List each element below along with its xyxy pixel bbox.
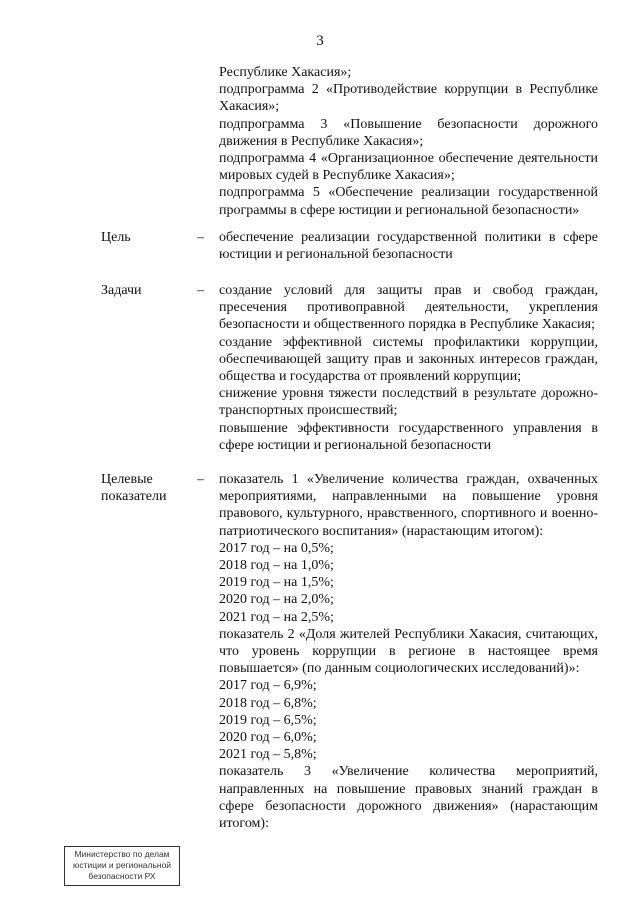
section-body [219, 471, 598, 832]
section-line: снижение уровня тяжести последствий в результате дорожно-транспортных происшествий; [219, 386, 598, 419]
section-line: создание условий для защиты прав и свобод граждан, пресечения противоправной деятельности, укрепления безопасности и общественного порядка в Республике Хакасия; [219, 283, 598, 333]
stamp-line: юстиции и региональной [72, 860, 172, 870]
intro-line: подпрограмма 5 «Обеспечение реализации государственной программы в сфере юстиции и региональной безопасности» [219, 185, 598, 218]
section-label: Задачи [101, 283, 142, 298]
section-dash: – [197, 283, 204, 298]
section-dash: – [197, 472, 204, 487]
section-line: 2019 год – на 1,5%; [219, 575, 334, 591]
intro-block [219, 64, 598, 219]
section-line: 2021 год – на 2,5%; [219, 609, 334, 625]
section-body [219, 282, 598, 454]
intro-line: подпрограмма 4 «Организационное обеспечение деятельности мировых судей в Республике Хакасия»; [219, 151, 598, 184]
section-label: Цель [101, 230, 131, 245]
stamp-line: Министерство по делам [74, 849, 170, 859]
page-number: 3 [316, 33, 324, 49]
section-line: 2020 год – 6,0%; [219, 730, 317, 746]
section-line: 2019 год – 6,5%; [219, 712, 317, 728]
section-line: создание эффективной системы профилактики коррупции, обеспечивающей защиту прав и законных интересов граждан, общества и государства от проявлений коррупции; [219, 334, 598, 385]
ministry-stamp [64, 846, 180, 886]
section-line: 2017 год – 6,9%; [219, 678, 317, 694]
section-line: 2021 год – 5,8%; [219, 747, 317, 763]
intro-line: подпрограмма 2 «Противодействие коррупции в Республике Хакасия»; [219, 82, 598, 115]
section-line: повышение эффективности государственного управления в сфере юстиции и региональной безопасности [219, 420, 598, 453]
section-label: Целевые показатели [101, 472, 167, 504]
section-line: показатель 2 «Доля жителей Республики Хакасия, считающих, что уровень коррупции в регионе в настоящее время повышается» (по данным социологических исследований)»: [219, 626, 598, 677]
stamp-line: безопасности РХ [88, 871, 156, 881]
section-body [219, 229, 598, 263]
intro-line: Республике Хакасия»; [219, 65, 352, 80]
section-line: 2017 год – на 0,5%; [219, 540, 334, 556]
section-line: обеспечение реализации государственной политики в сфере юстиции и региональной безопасности [219, 230, 598, 263]
section-line: 2018 год – 6,8%; [219, 695, 317, 711]
section-line: показатель 1 «Увеличение количества граждан, охваченных мероприятиями, направленными на повышение уровня правового, культурного, нравственного, спортивного и военно-патриотического воспитания» (нарастающим итогом): [219, 472, 598, 539]
section-line: показатель 3 «Увеличение количества мероприятий, направленных на повышение правовых знаний граждан в сфере безопасности дорожного движения» (нарастающим итогом): [219, 764, 598, 832]
section-line: 2020 год – на 2,0%; [219, 592, 334, 608]
section-dash: – [197, 230, 204, 245]
section-line: 2018 год – на 1,0%; [219, 558, 334, 574]
intro-line: подпрограмма 3 «Повышение безопасности дорожного движения в Республике Хакасия»; [219, 116, 598, 149]
